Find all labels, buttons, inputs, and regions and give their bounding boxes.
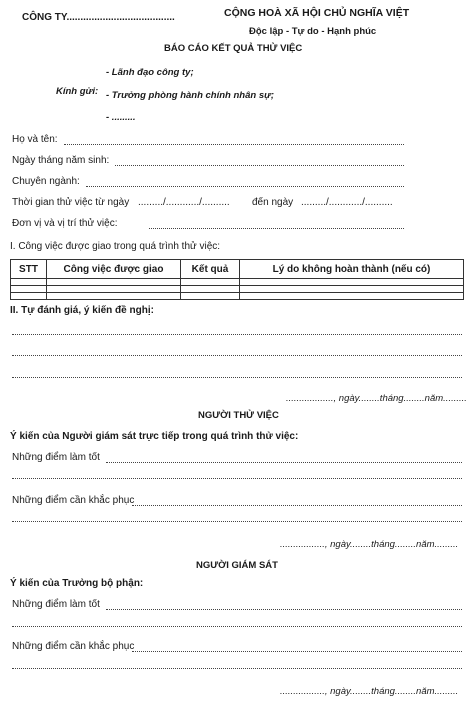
company-line: CÔNG TY.......................................: [22, 12, 175, 23]
table-cell[interactable]: [181, 293, 240, 300]
head-improve-label: Những điểm cần khắc phục: [12, 641, 135, 652]
national-motto: Độc lập - Tự do - Hạnh phúc: [249, 26, 377, 37]
table-cell[interactable]: [11, 279, 47, 286]
field-period-label: Thời gian thử việc từ ngày: [12, 197, 130, 208]
field-name-label: Họ và tên:: [12, 134, 58, 145]
section2-date-line[interactable]: .................., ngày........tháng........năm.........: [286, 393, 467, 404]
table-cell[interactable]: [11, 286, 47, 293]
table-cell[interactable]: [240, 286, 464, 293]
table-header-row: [11, 260, 464, 279]
field-period-to-label: đến ngày: [252, 197, 294, 208]
head-date-line[interactable]: ................., ngày........tháng........năm.........: [280, 686, 459, 697]
supervisor-improve-line[interactable]: [132, 505, 462, 506]
recipient-item: - .........: [106, 112, 136, 123]
head-section-title: Ý kiến của Trưởng bộ phận:: [10, 578, 144, 589]
supervisor-date-line[interactable]: ................., ngày........tháng........năm.........: [280, 539, 459, 550]
head-strengths-line[interactable]: [12, 626, 462, 627]
table-cell[interactable]: [181, 286, 240, 293]
table-cell[interactable]: [240, 279, 464, 286]
field-unit-label: Đơn vị và vị trí thử việc:: [12, 218, 118, 229]
table-cell[interactable]: [47, 279, 181, 286]
section1-title: I. Công việc được giao trong quá trình thử việc:: [10, 241, 221, 252]
field-dob-label: Ngày tháng năm sinh:: [12, 155, 110, 166]
recipient-label: Kính gửi:: [56, 86, 99, 97]
head-strengths-line[interactable]: [106, 609, 462, 610]
section2-title: II. Tự đánh giá, ý kiến đề nghị:: [10, 305, 154, 316]
comment-line[interactable]: [12, 334, 462, 335]
field-dob-line[interactable]: [115, 165, 404, 166]
head-strengths-label: Những điểm làm tốt: [12, 599, 100, 610]
supervisor-strengths-line[interactable]: [12, 478, 462, 479]
recipient-item: - Trưởng phòng hành chính nhân sự;: [106, 90, 275, 101]
field-major-label: Chuyên ngành:: [12, 176, 80, 187]
column-header: Kết quả: [181, 260, 240, 279]
supervisor-section-title: Ý kiến của Người giám sát trực tiếp trong quá trình thử việc:: [10, 431, 299, 442]
document-title: BÁO CÁO KẾT QUẢ THỬ VIỆC: [164, 43, 303, 54]
head-improve-line[interactable]: [132, 651, 462, 652]
supervisor-strengths-line[interactable]: [106, 462, 462, 463]
field-major-line[interactable]: [86, 186, 404, 187]
table-row: [11, 279, 464, 286]
field-name-line[interactable]: [64, 144, 404, 145]
country-name: CỘNG HOÀ XÃ HỘI CHỦ NGHĨA VIỆT: [224, 7, 410, 19]
table-cell[interactable]: [240, 293, 464, 300]
comment-line[interactable]: [12, 355, 462, 356]
table-cell[interactable]: [47, 293, 181, 300]
table-row: [11, 286, 464, 293]
table-row: [11, 293, 464, 300]
table-cell[interactable]: [47, 286, 181, 293]
supervisor-strengths-label: Những điểm làm tốt: [12, 452, 100, 463]
field-period-to-date[interactable]: ........./............/..........: [301, 197, 393, 208]
supervisor-signature-label: NGƯỜI GIÁM SÁT: [196, 560, 278, 571]
field-period-from-date[interactable]: ........./............/..........: [138, 197, 230, 208]
supervisor-improve-label: Những điểm cần khắc phục: [12, 495, 135, 506]
table-cell[interactable]: [181, 279, 240, 286]
head-improve-line[interactable]: [12, 668, 462, 669]
task-table: [10, 259, 464, 300]
supervisor-improve-line[interactable]: [12, 521, 462, 522]
table-cell[interactable]: [11, 293, 47, 300]
column-header: STT: [11, 260, 47, 279]
column-header: Lý do không hoàn thành (nếu có): [240, 260, 464, 279]
field-unit-line[interactable]: [149, 228, 404, 229]
column-header: Công việc được giao: [47, 260, 181, 279]
recipient-item: - Lãnh đạo công ty;: [106, 67, 194, 78]
comment-line[interactable]: [12, 377, 462, 378]
trainee-signature-label: NGƯỜI THỬ VIỆC: [198, 410, 279, 421]
